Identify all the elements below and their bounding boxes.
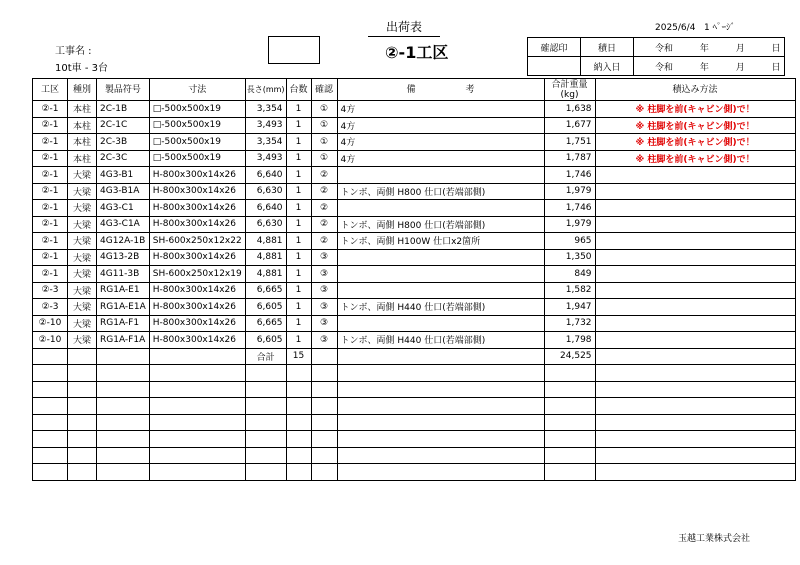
empty-cell <box>544 365 595 382</box>
empty-cell <box>311 398 337 415</box>
cell-dim: □-500x500x19 <box>149 117 245 134</box>
cell-qty: 1 <box>286 332 311 349</box>
empty-cell <box>286 464 311 481</box>
empty-row <box>33 381 796 398</box>
empty-cell <box>33 398 68 415</box>
cell-dim: □-500x500x19 <box>149 101 245 118</box>
empty-cell <box>595 464 795 481</box>
print-date: 2025/6/4 <box>655 23 696 33</box>
cell-code: 4G3-B1 <box>97 167 150 184</box>
cell-kind: 大梁 <box>68 315 97 332</box>
cell-length: 6,640 <box>245 200 286 217</box>
cell-dim: H-800x300x14x26 <box>149 332 245 349</box>
confirmation-table <box>527 37 785 76</box>
empty-cell <box>33 431 68 448</box>
empty-cell <box>544 447 595 464</box>
cell-qty: 1 <box>286 117 311 134</box>
empty-cell <box>97 348 150 365</box>
empty-cell <box>97 464 150 481</box>
cell-check: ③ <box>311 315 337 332</box>
cell-kind: 大梁 <box>68 266 97 283</box>
table-row <box>33 233 796 250</box>
project-label: 工事名 : <box>55 46 92 57</box>
cell-dim: H-800x300x14x26 <box>149 183 245 200</box>
cell-qty: 1 <box>286 167 311 184</box>
empty-cell <box>544 381 595 398</box>
cell-length: 6,630 <box>245 216 286 233</box>
cell-qty: 1 <box>286 150 311 167</box>
cell-area: ②-1 <box>33 117 68 134</box>
empty-cell <box>311 381 337 398</box>
empty-cell <box>149 464 245 481</box>
cell-check: ③ <box>311 332 337 349</box>
area-title: ②-1工区 <box>385 43 449 62</box>
cell-code: 4G11-3B <box>97 266 150 283</box>
empty-cell <box>68 447 97 464</box>
table-row <box>33 282 796 299</box>
empty-cell <box>149 447 245 464</box>
cell-remarks <box>337 249 544 266</box>
empty-cell <box>33 365 68 382</box>
empty-cell <box>245 431 286 448</box>
cell-loading <box>595 299 795 316</box>
cell-remarks <box>337 200 544 217</box>
empty-cell <box>286 365 311 382</box>
cell-check: ① <box>311 134 337 151</box>
cell-area: ②-1 <box>33 266 68 283</box>
empty-cell <box>149 414 245 431</box>
empty-cell <box>245 414 286 431</box>
cell-code: 4G3-C1A <box>97 216 150 233</box>
cell-area: ②-1 <box>33 233 68 250</box>
empty-cell <box>68 381 97 398</box>
cell-area: ②-1 <box>33 183 68 200</box>
col-kind: 種別 <box>68 79 97 101</box>
cell-kind: 本柱 <box>68 134 97 151</box>
table-row <box>33 117 796 134</box>
cell-qty: 1 <box>286 233 311 250</box>
empty-cell <box>311 365 337 382</box>
cell-loading <box>595 282 795 299</box>
cell-loading <box>595 233 795 250</box>
empty-cell <box>286 414 311 431</box>
cell-dim: H-800x300x14x26 <box>149 299 245 316</box>
cell-weight: 849 <box>544 266 595 283</box>
total-row <box>33 348 796 365</box>
cell-loading <box>595 249 795 266</box>
cell-code: 4G3-C1 <box>97 200 150 217</box>
cell-weight: 1,350 <box>544 249 595 266</box>
cell-dim: □-500x500x19 <box>149 150 245 167</box>
cell-loading: ※ 柱脚を前(キャビン側)で！ <box>595 150 795 167</box>
empty-cell <box>33 348 68 365</box>
empty-cell <box>33 414 68 431</box>
empty-cell <box>337 381 544 398</box>
table-row <box>33 249 796 266</box>
cell-check: ① <box>311 150 337 167</box>
cell-check: ② <box>311 233 337 250</box>
empty-cell <box>245 447 286 464</box>
cell-code: 2C-1B <box>97 101 150 118</box>
cell-area: ②-10 <box>33 315 68 332</box>
cell-area: ②-1 <box>33 134 68 151</box>
stamp-box <box>268 36 320 64</box>
cell-kind: 大梁 <box>68 299 97 316</box>
cell-kind: 本柱 <box>68 150 97 167</box>
empty-cell <box>595 348 795 365</box>
cell-remarks <box>337 282 544 299</box>
loading-date-field: 令和 年 月 日 <box>634 38 785 57</box>
empty-cell <box>595 414 795 431</box>
cell-length: 4,881 <box>245 266 286 283</box>
empty-cell <box>149 348 245 365</box>
empty-cell <box>286 398 311 415</box>
empty-cell <box>544 464 595 481</box>
cell-weight: 1,979 <box>544 183 595 200</box>
cell-length: 4,881 <box>245 249 286 266</box>
cell-remarks: 4方 <box>337 134 544 151</box>
cell-weight: 1,732 <box>544 315 595 332</box>
cell-length: 6,630 <box>245 183 286 200</box>
company-name: 玉越工業株式会社 <box>678 534 751 544</box>
shipment-table <box>32 78 796 481</box>
empty-cell <box>337 398 544 415</box>
empty-cell <box>245 365 286 382</box>
cell-area: ②-1 <box>33 200 68 217</box>
cell-area: ②-1 <box>33 249 68 266</box>
cell-code: 4G13-2B <box>97 249 150 266</box>
cell-check: ③ <box>311 249 337 266</box>
cell-kind: 大梁 <box>68 216 97 233</box>
cell-check: ① <box>311 117 337 134</box>
cell-check: ② <box>311 200 337 217</box>
cell-area: ②-1 <box>33 101 68 118</box>
cell-weight: 1,746 <box>544 167 595 184</box>
cell-qty: 1 <box>286 299 311 316</box>
empty-cell <box>286 431 311 448</box>
table-row <box>33 150 796 167</box>
cell-dim: H-800x300x14x26 <box>149 249 245 266</box>
cell-remarks <box>337 266 544 283</box>
empty-cell <box>595 431 795 448</box>
empty-cell <box>97 365 150 382</box>
empty-row <box>33 365 796 382</box>
col-remarks: 備 考 <box>337 79 544 101</box>
empty-cell <box>595 398 795 415</box>
total-label: 合計 <box>245 348 286 365</box>
cell-dim: H-800x300x14x26 <box>149 200 245 217</box>
cell-loading <box>595 266 795 283</box>
table-row <box>33 183 796 200</box>
cell-kind: 大梁 <box>68 200 97 217</box>
cell-code: 2C-1C <box>97 117 150 134</box>
cell-loading <box>595 332 795 349</box>
empty-cell <box>97 431 150 448</box>
page-number: 1 <box>704 23 710 33</box>
col-dim: 寸法 <box>149 79 245 101</box>
cell-length: 3,493 <box>245 150 286 167</box>
cell-qty: 1 <box>286 282 311 299</box>
confirm-stamp-cell <box>528 57 581 76</box>
cell-weight: 1,787 <box>544 150 595 167</box>
cell-check: ② <box>311 183 337 200</box>
empty-cell <box>97 398 150 415</box>
cell-remarks: トンボ、両側 H440 仕口(若端部側) <box>337 332 544 349</box>
empty-cell <box>595 447 795 464</box>
empty-cell <box>337 447 544 464</box>
cell-qty: 1 <box>286 315 311 332</box>
empty-cell <box>595 381 795 398</box>
empty-cell <box>311 414 337 431</box>
cell-qty: 1 <box>286 249 311 266</box>
cell-length: 6,605 <box>245 299 286 316</box>
cell-area: ②-1 <box>33 150 68 167</box>
cell-loading <box>595 216 795 233</box>
cell-length: 3,354 <box>245 134 286 151</box>
table-row <box>33 315 796 332</box>
cell-weight: 1,751 <box>544 134 595 151</box>
cell-remarks <box>337 315 544 332</box>
col-area: 工区 <box>33 79 68 101</box>
cell-kind: 大梁 <box>68 233 97 250</box>
table-row <box>33 134 796 151</box>
cell-area: ②-10 <box>33 332 68 349</box>
cell-weight: 1,582 <box>544 282 595 299</box>
confirm-stamp-label: 確認印 <box>528 38 581 57</box>
empty-cell <box>149 398 245 415</box>
cell-weight: 1,798 <box>544 332 595 349</box>
empty-cell <box>68 348 97 365</box>
cell-qty: 1 <box>286 101 311 118</box>
cell-weight: 965 <box>544 233 595 250</box>
delivery-date-label: 納入日 <box>581 57 634 76</box>
loading-date-label: 積日 <box>581 38 634 57</box>
cell-loading <box>595 315 795 332</box>
empty-cell <box>337 464 544 481</box>
cell-qty: 1 <box>286 200 311 217</box>
cell-code: 4G12A-1B <box>97 233 150 250</box>
empty-row <box>33 464 796 481</box>
empty-cell <box>245 381 286 398</box>
empty-row <box>33 431 796 448</box>
cell-area: ②-1 <box>33 216 68 233</box>
cell-dim: H-800x300x14x26 <box>149 216 245 233</box>
cell-length: 3,354 <box>245 101 286 118</box>
empty-cell <box>33 447 68 464</box>
empty-cell <box>68 431 97 448</box>
table-row <box>33 216 796 233</box>
empty-cell <box>311 464 337 481</box>
col-code: 製品符号 <box>97 79 150 101</box>
cell-check: ③ <box>311 266 337 283</box>
cell-loading: ※ 柱脚を前(キャビン側)で！ <box>595 101 795 118</box>
empty-cell <box>337 414 544 431</box>
empty-cell <box>337 431 544 448</box>
cell-qty: 1 <box>286 183 311 200</box>
empty-cell <box>149 365 245 382</box>
cell-qty: 1 <box>286 266 311 283</box>
cell-remarks: 4方 <box>337 150 544 167</box>
empty-cell <box>595 365 795 382</box>
empty-cell <box>544 398 595 415</box>
empty-cell <box>33 464 68 481</box>
cell-check: ① <box>311 101 337 118</box>
cell-length: 3,493 <box>245 117 286 134</box>
col-qty: 台数 <box>286 79 311 101</box>
empty-cell <box>286 447 311 464</box>
cell-loading <box>595 183 795 200</box>
empty-cell <box>68 398 97 415</box>
document-title: 出荷表 <box>368 18 440 37</box>
cell-length: 6,665 <box>245 282 286 299</box>
cell-code: RG1A-F1A <box>97 332 150 349</box>
empty-cell <box>311 431 337 448</box>
cell-qty: 1 <box>286 216 311 233</box>
page-suffix: ﾍﾟｰｼﾞ <box>712 23 736 33</box>
empty-cell <box>544 414 595 431</box>
cell-dim: H-800x300x14x26 <box>149 282 245 299</box>
cell-code: 4G3-B1A <box>97 183 150 200</box>
cell-remarks <box>337 167 544 184</box>
cell-dim: SH-600x250x12x19 <box>149 266 245 283</box>
empty-cell <box>149 381 245 398</box>
cell-length: 4,881 <box>245 233 286 250</box>
empty-cell <box>544 431 595 448</box>
truck-info: 10t車 - 3台 <box>55 63 108 74</box>
col-loading: 積込み方法 <box>595 79 795 101</box>
empty-cell <box>68 464 97 481</box>
cell-weight: 1,638 <box>544 101 595 118</box>
cell-dim: H-800x300x14x26 <box>149 167 245 184</box>
table-row <box>33 266 796 283</box>
cell-area: ②-3 <box>33 299 68 316</box>
empty-cell <box>311 348 337 365</box>
empty-cell <box>33 381 68 398</box>
empty-cell <box>97 447 150 464</box>
cell-kind: 本柱 <box>68 117 97 134</box>
empty-row <box>33 414 796 431</box>
cell-remarks: トンボ、両側 H100W 仕口x2箇所 <box>337 233 544 250</box>
col-check: 確認 <box>311 79 337 101</box>
empty-cell <box>97 381 150 398</box>
empty-cell <box>245 398 286 415</box>
cell-dim: □-500x500x19 <box>149 134 245 151</box>
cell-loading <box>595 167 795 184</box>
cell-weight: 1,947 <box>544 299 595 316</box>
cell-length: 6,640 <box>245 167 286 184</box>
cell-check: ③ <box>311 282 337 299</box>
date-page <box>655 20 735 33</box>
cell-kind: 大梁 <box>68 332 97 349</box>
cell-weight: 1,746 <box>544 200 595 217</box>
cell-kind: 大梁 <box>68 183 97 200</box>
cell-check: ② <box>311 216 337 233</box>
table-row <box>33 200 796 217</box>
empty-cell <box>337 365 544 382</box>
cell-dim: SH-600x250x12x22 <box>149 233 245 250</box>
table-row <box>33 101 796 118</box>
delivery-date-field: 令和 年 月 日 <box>634 57 785 76</box>
total-weight: 24,525 <box>544 348 595 365</box>
cell-kind: 大梁 <box>68 167 97 184</box>
empty-row <box>33 447 796 464</box>
cell-kind: 本柱 <box>68 101 97 118</box>
empty-cell <box>149 431 245 448</box>
total-qty: 15 <box>286 348 311 365</box>
cell-kind: 大梁 <box>68 249 97 266</box>
cell-qty: 1 <box>286 134 311 151</box>
table-row <box>33 332 796 349</box>
cell-kind: 大梁 <box>68 282 97 299</box>
col-length: 長さ(mm) <box>245 79 286 101</box>
cell-code: 2C-3B <box>97 134 150 151</box>
cell-code: 2C-3C <box>97 150 150 167</box>
cell-loading: ※ 柱脚を前(キャビン側)で！ <box>595 117 795 134</box>
cell-loading <box>595 200 795 217</box>
cell-remarks: 4方 <box>337 117 544 134</box>
empty-cell <box>286 381 311 398</box>
cell-remarks: トンボ、両側 H800 仕口(若端部側) <box>337 183 544 200</box>
empty-cell <box>97 414 150 431</box>
cell-code: RG1A-F1 <box>97 315 150 332</box>
cell-length: 6,665 <box>245 315 286 332</box>
empty-cell <box>245 464 286 481</box>
cell-weight: 1,677 <box>544 117 595 134</box>
cell-code: RG1A-E1A <box>97 299 150 316</box>
cell-loading: ※ 柱脚を前(キャビン側)で！ <box>595 134 795 151</box>
empty-cell <box>311 447 337 464</box>
cell-area: ②-1 <box>33 167 68 184</box>
table-row <box>33 299 796 316</box>
cell-check: ③ <box>311 299 337 316</box>
cell-dim: H-800x300x14x26 <box>149 315 245 332</box>
cell-remarks: トンボ、両側 H800 仕口(若端部側) <box>337 216 544 233</box>
table-row <box>33 167 796 184</box>
cell-remarks: 4方 <box>337 101 544 118</box>
col-weight: 合計重量 (kg) <box>544 79 595 101</box>
empty-row <box>33 398 796 415</box>
cell-area: ②-3 <box>33 282 68 299</box>
empty-cell <box>68 414 97 431</box>
cell-remarks: トンボ、両側 H440 仕口(若端部側) <box>337 299 544 316</box>
empty-cell <box>68 365 97 382</box>
cell-code: RG1A-E1 <box>97 282 150 299</box>
cell-weight: 1,979 <box>544 216 595 233</box>
empty-cell <box>337 348 544 365</box>
cell-length: 6,605 <box>245 332 286 349</box>
table-header <box>33 79 796 101</box>
cell-check: ② <box>311 167 337 184</box>
